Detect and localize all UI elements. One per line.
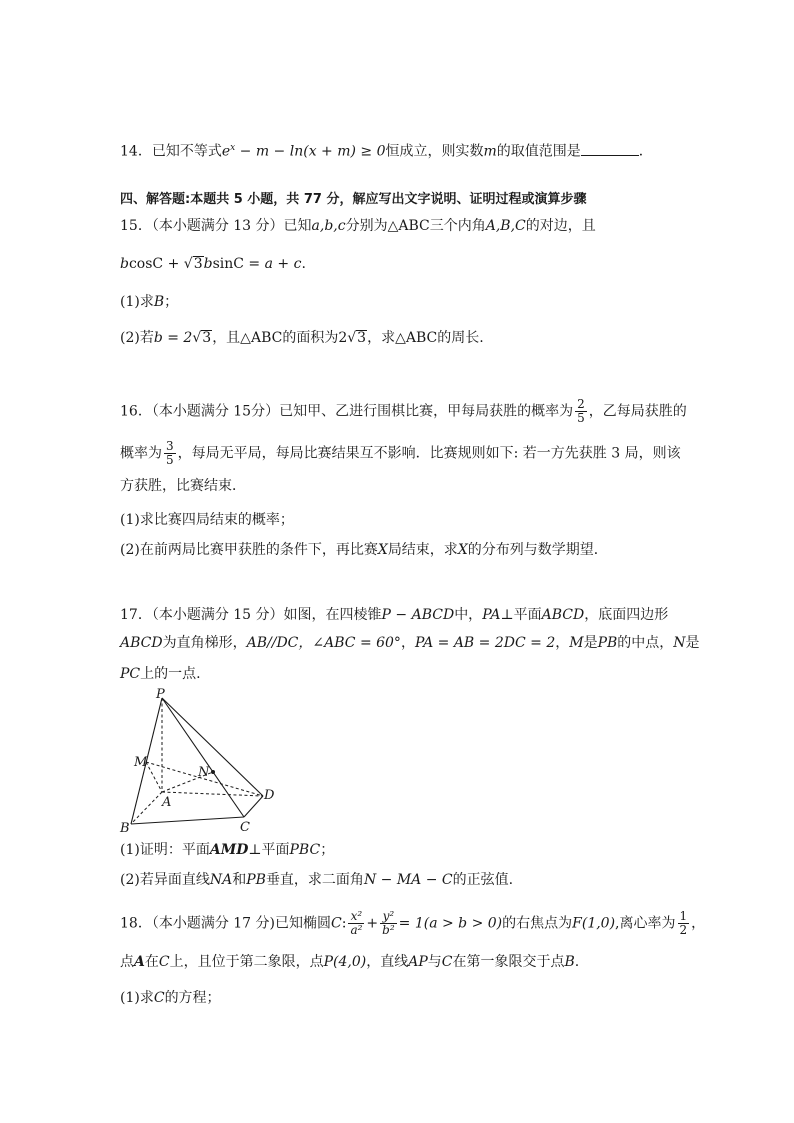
q17-text: 和	[232, 872, 247, 888]
q17-text: 17．（本小题满分 15 分）如图，在四棱锥	[120, 607, 382, 623]
q16-text: 的分布列与数学期望．	[467, 542, 608, 558]
q16-var: X	[457, 542, 468, 558]
q17-math: PA = AB = 2DC = 2	[414, 635, 556, 651]
fraction-num: y²	[380, 910, 397, 924]
q15-math: sinC =	[212, 256, 265, 272]
q17-math: PB	[597, 635, 618, 651]
q15-math: b = 2	[153, 330, 193, 346]
q18-math: C	[158, 954, 170, 970]
q16-part-1: (1)求比赛四局结束的概率；	[120, 512, 294, 528]
fraction-den: 2	[679, 923, 688, 937]
edge-ad	[162, 792, 263, 796]
q18-text: 的方程；	[164, 990, 221, 1006]
fraction-den: a²	[350, 923, 363, 937]
label-d: D	[264, 788, 275, 803]
section-heading: 四、解答题:本题共 5 小题，共 77 分，解应写出文字说明、证明过程或演算步骤	[120, 192, 587, 207]
q15-text: (1)求	[120, 294, 154, 310]
q14-math2: − m − ln	[235, 143, 304, 160]
q17-math: AMD	[209, 842, 249, 858]
q17-text: 上的一点.	[140, 666, 201, 682]
point-n	[211, 770, 215, 774]
edge-pc	[162, 698, 244, 817]
edge-bc	[131, 817, 244, 824]
q15-text: ；	[164, 294, 179, 310]
q16-text: 16．（本小题满分 15分）已知甲、乙进行围棋比赛，甲每局获胜的概率为	[120, 403, 574, 420]
q16-text: (2)在前两局比赛甲获胜的条件下，再比赛	[120, 542, 378, 558]
question-14	[120, 138, 653, 162]
q16-text: ，乙每局获胜的	[588, 403, 687, 420]
q18-math: :	[341, 915, 347, 932]
q17-line-1	[120, 605, 668, 625]
fraction	[575, 398, 587, 425]
q17-math: AB//DC	[246, 635, 299, 651]
q15-math: cosC +	[128, 256, 184, 272]
q18-math: +	[366, 915, 379, 932]
q17-text: (2)若异面直线	[120, 872, 210, 888]
q15-text: 分别为△ABC三个内角	[345, 218, 486, 234]
pyramid-figure	[118, 686, 288, 836]
q17-text: ，	[555, 635, 570, 651]
q18-math: F(1,0)	[572, 915, 616, 932]
edge-pd	[162, 698, 263, 796]
label-c: C	[240, 820, 250, 835]
q17-text: ，底面四边形	[584, 607, 669, 623]
q17-part-1	[120, 840, 334, 860]
q17-math: N − MA − C	[363, 872, 453, 888]
q15-text: 的对边，且	[525, 218, 596, 234]
q17-text: ，	[400, 635, 415, 651]
q18-text: 在第一象限交于点	[452, 954, 565, 970]
q17-text: 垂直，求二面角	[265, 872, 364, 888]
q14-math3: (x + m) ≥ 0	[303, 143, 386, 160]
q16-text: 局结束，求	[387, 542, 458, 558]
q14-var-m: m	[483, 143, 497, 160]
q17-math: PBC	[289, 842, 321, 858]
label-m: M	[134, 755, 148, 770]
segment-ma	[146, 762, 162, 792]
q14-lead: 14．已知不等式	[120, 143, 222, 160]
q15-text: ，求△ABC的周长.	[367, 330, 484, 346]
q15-math: a + c	[264, 256, 302, 272]
fraction	[380, 910, 397, 937]
fraction-num: 3	[166, 439, 174, 453]
q18-text: 与	[427, 954, 442, 970]
q15-vars: a,b,c	[311, 218, 346, 234]
q18-math: C	[441, 954, 453, 970]
fraction	[348, 910, 364, 937]
q15-math: b	[203, 256, 213, 272]
q14-exp: x	[230, 143, 236, 153]
q18-text: .	[574, 954, 580, 970]
q17-text: 是	[685, 635, 700, 651]
fraction	[164, 440, 176, 467]
q17-math: N	[673, 635, 686, 651]
q18-math: C	[153, 990, 165, 1006]
label-a: A	[162, 795, 172, 810]
fraction-den: 5	[166, 453, 174, 467]
q15-line-2: bcosC + √3bsinC = a + c.	[120, 256, 306, 272]
q18-line-2	[120, 952, 579, 972]
q18-line-1	[120, 910, 705, 937]
q15-root: 3	[202, 330, 212, 346]
q16-part-2	[120, 540, 608, 560]
q17-part-2	[120, 870, 513, 890]
q17-math: ABCD	[541, 607, 585, 623]
q17-text: 为直角梯形，	[162, 635, 247, 651]
label-b: B	[120, 821, 130, 836]
q18-text: ,离心率为	[615, 915, 676, 932]
q16-line-3: 方获胜，比赛结束．	[120, 478, 246, 494]
q18-text: 在	[144, 954, 159, 970]
q18-text: 的右焦点为	[502, 915, 573, 932]
q18-math: AP	[408, 954, 428, 970]
fraction-num: 1	[679, 909, 688, 923]
q17-text: ；	[320, 842, 335, 858]
q18-text: ，直线	[366, 954, 409, 970]
q17-text: ⊥平面	[500, 607, 542, 623]
q15-text: (2)若	[120, 330, 154, 346]
fraction	[678, 910, 690, 937]
q18-math: A	[134, 954, 145, 970]
q16-text: ，每局无平局，每局比赛结果互不影响．比赛规则如下: 若一方先获胜 3 局，则该	[177, 445, 681, 462]
q15-line-1	[120, 216, 596, 236]
edge-ab	[131, 792, 162, 824]
q16-var: X	[377, 542, 388, 558]
q18-text: 18．（本小题满分 17 分)已知椭圆	[120, 915, 331, 932]
answer-blank	[581, 141, 639, 156]
label-p: P	[156, 687, 165, 702]
q17-text: 中，	[454, 607, 483, 623]
q18-math: P(4,0)	[323, 954, 367, 970]
q15-text: 15．（本小题满分 13 分）已知	[120, 218, 312, 234]
q17-line-2	[120, 633, 700, 653]
q17-text: 的中点，	[617, 635, 674, 651]
label-n: N	[198, 765, 210, 780]
q18-part-1	[120, 988, 221, 1008]
q15-math: b	[120, 256, 129, 272]
q18-text: (1)求	[120, 990, 154, 1006]
q16-text: 概率为	[120, 445, 162, 462]
q17-math: PA	[482, 607, 501, 623]
q15-angles: A,B,C	[485, 218, 526, 234]
q15-var: B	[153, 294, 165, 310]
q17-math: PC	[120, 666, 141, 682]
q17-math: ABCD	[120, 635, 163, 651]
q17-text: 的正弦值.	[452, 872, 514, 888]
q15-math: .	[301, 256, 306, 272]
q17-math: PB	[246, 872, 266, 888]
q18-text: 点	[120, 954, 134, 970]
q17-math: NA	[209, 872, 233, 888]
fraction-den: 5	[577, 411, 585, 425]
q17-text: (1)证明：平面	[120, 842, 210, 858]
q15-text: ，且△ABC的面积为2	[212, 330, 348, 346]
fraction-num: x²	[348, 910, 364, 924]
q16-line-2	[120, 440, 681, 467]
q15-part-1	[120, 292, 178, 312]
q18-math: = 1(a > b > 0)	[398, 915, 503, 932]
q15-root: 3	[193, 256, 203, 272]
q17-text: 是	[583, 635, 598, 651]
q17-math: P − ABCD	[381, 607, 455, 623]
fraction-den: b²	[382, 923, 395, 937]
fraction-num: 2	[577, 397, 585, 411]
q14-tail: 的取值范围是	[496, 143, 581, 160]
q14-math: e	[221, 143, 231, 160]
q15-part-2: (2)若b = 2√3，且△ABC的面积为2√3，求△ABC的周长.	[120, 330, 484, 346]
q14-mid: 恒成立，则实数	[385, 143, 484, 160]
q17-text: ⊥平面	[248, 842, 290, 858]
q18-math: B	[564, 954, 575, 970]
q17-math: ，∠ABC = 60°	[298, 635, 401, 651]
q16-line-1	[120, 398, 687, 425]
q18-math: C	[331, 915, 342, 932]
q15-root: 3	[357, 330, 367, 346]
q17-math: M	[569, 635, 584, 651]
q14-end: ．	[638, 143, 653, 160]
edge-cd	[244, 796, 263, 817]
q18-text: 上，且位于第二象限，点	[169, 954, 324, 970]
q18-text: ，	[691, 915, 706, 932]
q17-line-3	[120, 664, 201, 684]
